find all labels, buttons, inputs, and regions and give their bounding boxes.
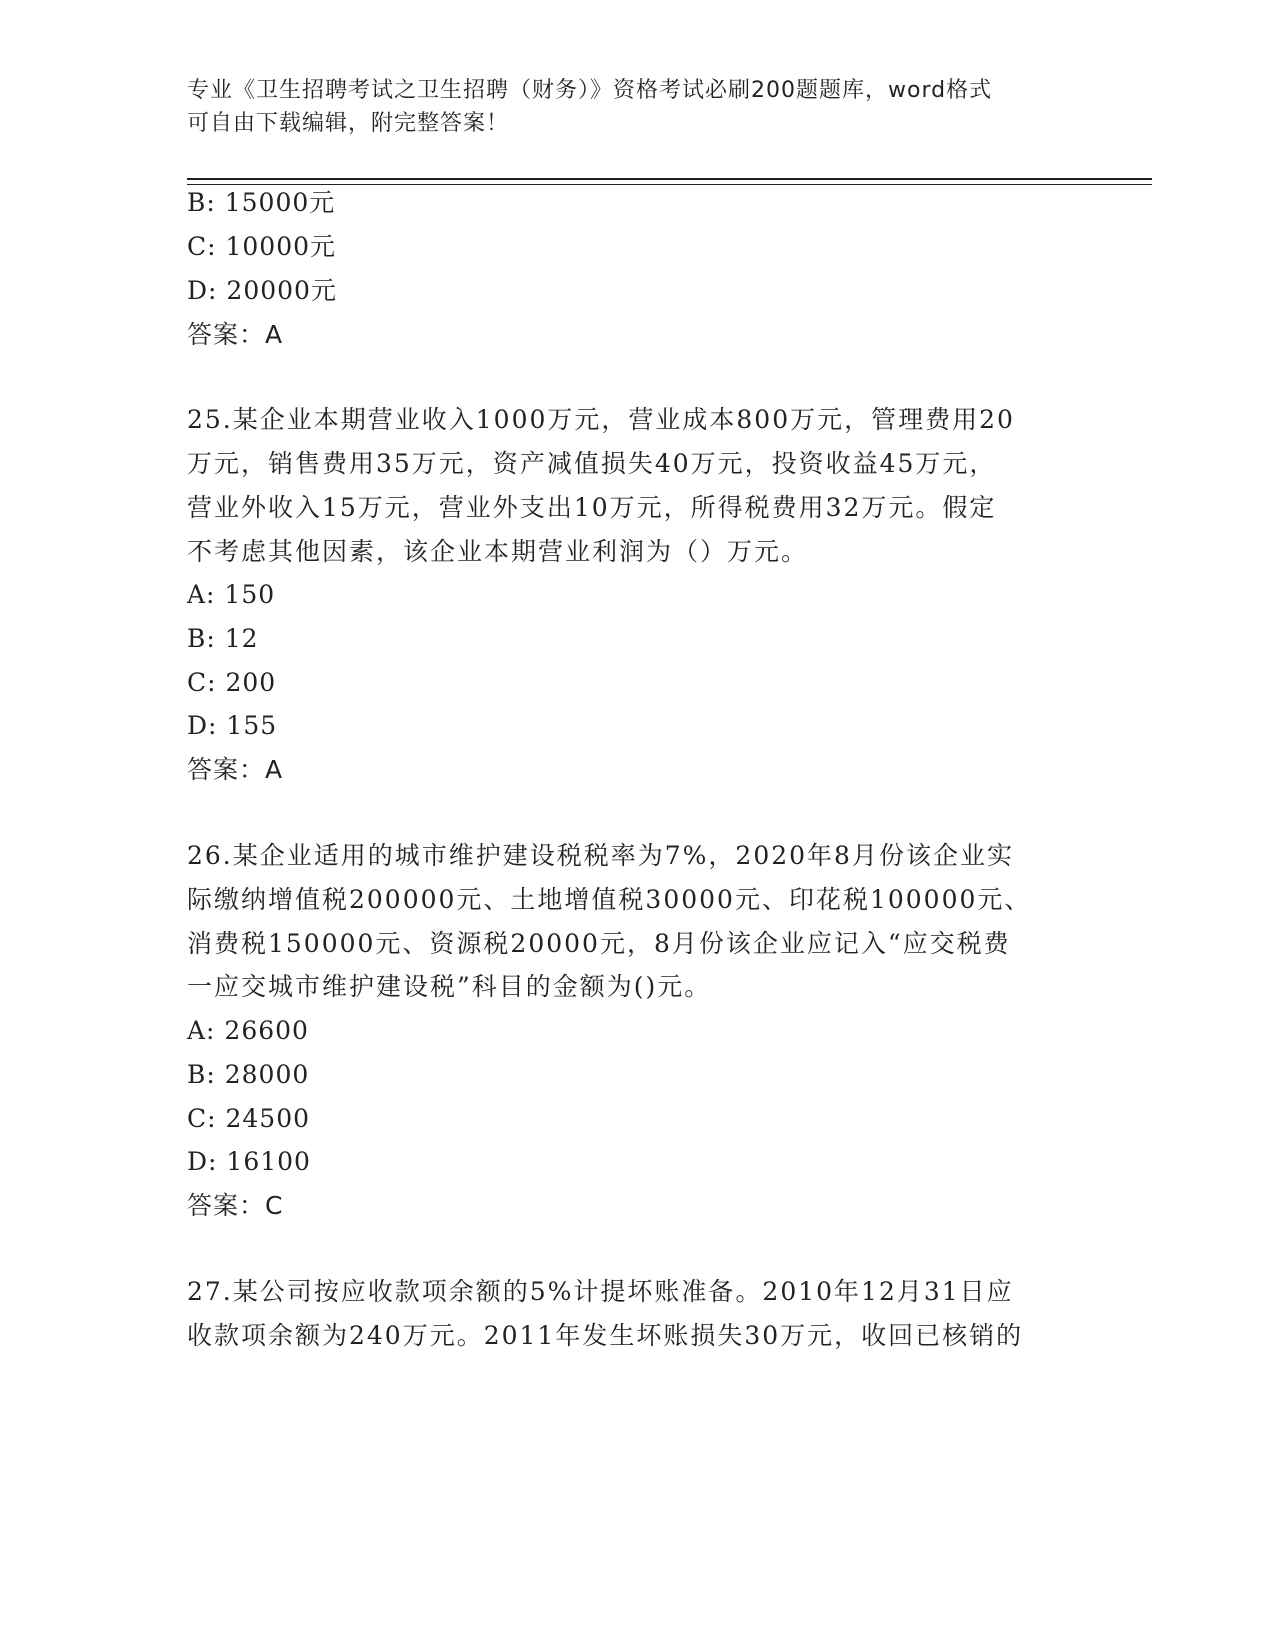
q25-text-line-1: 25.某企业本期营业收入1000万元，营业成本800万元，管理费用20 bbox=[187, 405, 1015, 434]
q24-option-b: B: 15000元 bbox=[187, 188, 336, 217]
q26-option-a: A: 26600 bbox=[187, 1016, 309, 1045]
header-line-2: 可自由下载编辑，附完整答案！ bbox=[187, 111, 510, 136]
q26-option-d: D: 16100 bbox=[187, 1147, 311, 1176]
q25-option-c: C: 200 bbox=[187, 668, 277, 697]
q26-text-line-1: 26.某企业适用的城市维护建设税税率为7%，2020年8月份该企业实 bbox=[187, 841, 1014, 870]
q24-answer: 答案：A bbox=[187, 320, 284, 349]
q25-text-line-4: 不考虑其他因素，该企业本期营业利润为（）万元。 bbox=[187, 537, 809, 566]
q26-option-b: B: 28000 bbox=[187, 1060, 310, 1089]
header-rule-thin bbox=[187, 184, 1152, 185]
q26-text-line-4: 一应交城市维护建设税”科目的金额为()元。 bbox=[187, 972, 712, 1001]
q25-option-b: B: 12 bbox=[187, 624, 259, 653]
q26-text-line-2: 际缴纳增值税200000元、土地增值税30000元、印花税100000元、 bbox=[187, 885, 1032, 914]
header-rule-thick bbox=[187, 178, 1152, 180]
q25-option-a: A: 150 bbox=[187, 580, 276, 609]
document-header bbox=[187, 74, 1087, 140]
q27-text-line-2: 收款项余额为240万元。2011年发生坏账损失30万元，收回已核销的 bbox=[187, 1321, 1024, 1350]
q25-text-line-2: 万元，销售费用35万元，资产减值损失40万元，投资收益45万元， bbox=[187, 449, 997, 478]
q26-text-line-3: 消费税150000元、资源税20000元，8月份该企业应记入“应交税费 bbox=[187, 929, 1011, 958]
q26-answer: 答案：C bbox=[187, 1191, 284, 1220]
q26-option-c: C: 24500 bbox=[187, 1104, 311, 1133]
header-line-1: 专业《卫生招聘考试之卫生招聘（财务）》资格考试必刷200题题库，word格式 bbox=[187, 78, 993, 103]
q24-option-c: C: 10000元 bbox=[187, 232, 337, 261]
q27-text-line-1: 27.某公司按应收款项余额的5%计提坏账准备。2010年12月31日应 bbox=[187, 1277, 1014, 1306]
q25-text-line-3: 营业外收入15万元，营业外支出10万元，所得税费用32万元。假定 bbox=[187, 493, 997, 522]
q25-option-d: D: 155 bbox=[187, 711, 278, 740]
q24-option-d: D: 20000元 bbox=[187, 276, 337, 305]
q25-answer: 答案：A bbox=[187, 755, 284, 784]
